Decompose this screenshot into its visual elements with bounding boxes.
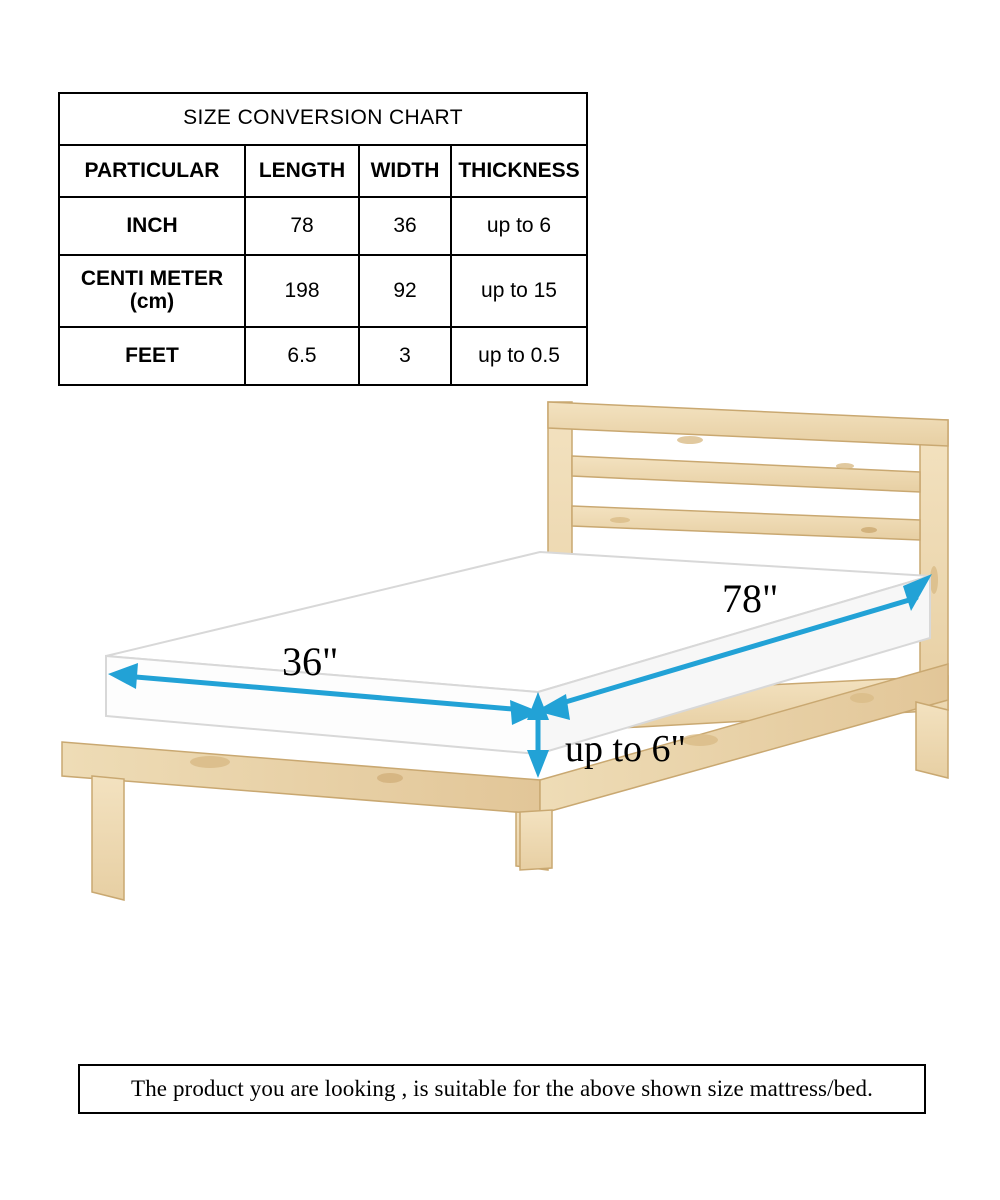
cell-unit-centimeter-line2: (cm): [129, 290, 175, 313]
column-header-width: WIDTH: [359, 145, 451, 197]
footer-note-text: The product you are looking , is suitable for the above shown size mattress/bed.: [131, 1076, 873, 1101]
table-title-row: [59, 93, 587, 145]
footer-note: [78, 1064, 926, 1114]
cell-unit-feet: FEET: [59, 327, 245, 385]
cell-feet-width: 3: [359, 327, 451, 385]
cell-inch-width: 36: [359, 197, 451, 255]
cell-unit-centimeter-line1: CENTI METER: [80, 267, 224, 291]
cell-feet-length: 6.5: [245, 327, 359, 385]
column-header-particular: PARTICULAR: [59, 145, 245, 197]
cell-inch-length: 78: [245, 197, 359, 255]
cell-cm-width: 92: [359, 255, 451, 327]
bed-illustration: [0, 380, 1000, 980]
cell-cm-length: 198: [245, 255, 359, 327]
table-title: SIZE CONVERSION CHART: [59, 93, 587, 145]
dimension-label-width: 36": [282, 639, 339, 684]
dimension-label-thickness: up to 6": [565, 728, 687, 770]
table-header-row: [59, 145, 587, 197]
cell-cm-thickness: up to 15: [451, 255, 587, 327]
dimension-label-length: 78": [722, 576, 779, 621]
cell-unit-inch: INCH: [59, 197, 245, 255]
bed-drawing: [0, 380, 1000, 980]
cell-feet-thickness: up to 0.5: [451, 327, 587, 385]
column-header-thickness: THICKNESS: [451, 145, 587, 197]
table-row: [59, 327, 587, 385]
cell-unit-centimeter: [59, 255, 245, 327]
cell-inch-thickness: up to 6: [451, 197, 587, 255]
size-conversion-table: [58, 92, 588, 386]
table-row: [59, 255, 587, 327]
column-header-length: LENGTH: [245, 145, 359, 197]
table-row: [59, 197, 587, 255]
